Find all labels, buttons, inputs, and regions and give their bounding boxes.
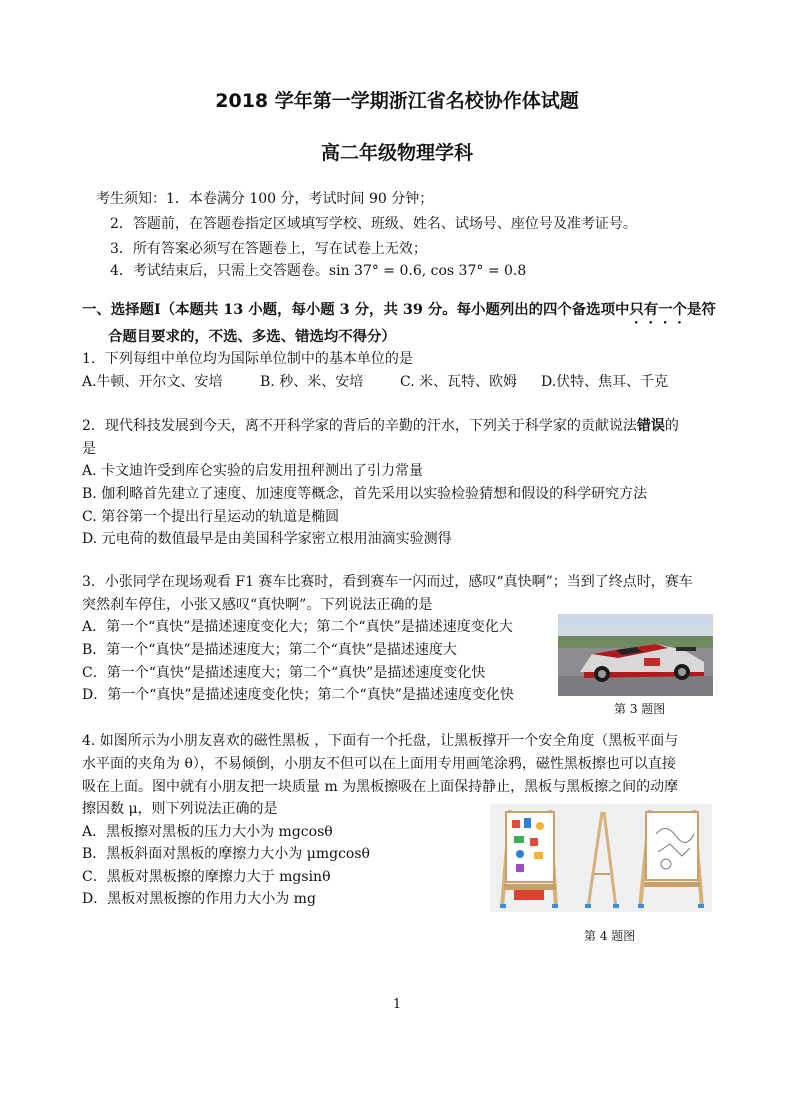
- exam-title: 2018 学年第一学期浙江省名校协作体试题: [215, 90, 579, 112]
- q1-option-a: A.牛顿、开尔文、安培: [82, 374, 223, 390]
- section-heading-a: 一、选择题I（本题共 13 小题，每小题 3 分，共 39 分。每小题列出的四个备选项中: [82, 301, 630, 318]
- q2-stem: [82, 417, 679, 435]
- q1-option-b: B. 秒、米、安培: [260, 374, 364, 390]
- q4-figure-caption: 第 4 题图: [584, 929, 636, 943]
- q4-option-c: C．黑板对黑板擦的摩擦力大于 mgsinθ: [82, 869, 331, 885]
- q4-stem-line1: 4. 如图所示为小朋友喜欢的磁性黑板 ，下面有一个托盘，让黑板撑开一个安全角度（黑板平面与: [82, 733, 679, 749]
- q3-option-d: D．第一个“真快”是描述速度变化快；第二个“真快”是描述速度变化快: [82, 687, 514, 703]
- q3-option-a: A．第一个“真快”是描述速度变化大；第二个“真快”是描述速度变化大: [82, 619, 513, 635]
- notice-line-2: 2．答题前，在答题卷指定区域填写学校、班级、姓名、试场号、座位号及准考证号。: [110, 216, 637, 232]
- section-heading-emphasis: 只有一个: [629, 301, 687, 318]
- q1-stem: 1．下列每组中单位均为国际单位制中的基本单位的是: [82, 351, 413, 367]
- q1-option-c: C. 米、瓦特、欧姆: [400, 374, 518, 390]
- q2-stem-line2: 是: [82, 441, 96, 457]
- q3-option-b: B．第一个“真快”是描述速度大；第二个“真快”是描述速度大: [82, 642, 457, 658]
- q2-stem-bold: 错误: [636, 418, 665, 434]
- section-heading: [82, 301, 716, 327]
- q2-option-c: C. 第谷第一个提出行星运动的轨道是椭圆: [82, 509, 340, 525]
- exam-subtitle: 高二年级物理学科: [320, 142, 473, 164]
- q3-option-c: C．第一个“真快”是描述速度大；第二个“真快”是描述速度变化快: [82, 665, 486, 681]
- q2-option-d: D. 元电荷的数值最早是由美国科学家密立根用油滴实验测得: [82, 531, 452, 547]
- notice-line-1: 考生须知：1．本卷满分 100 分，考试时间 90 分钟；: [96, 191, 434, 207]
- page-number: 1: [392, 997, 402, 1012]
- easel-illustration: [490, 804, 712, 912]
- q4-option-b: B．黑板斜面对黑板的摩擦力大小为 μmgcosθ: [82, 846, 370, 862]
- notice-line-3: 3．所有答案必须写在答题卷上，写在试卷上无效；: [110, 241, 427, 257]
- q4-option-a: A．黑板擦对黑板的压力大小为 mgcosθ: [82, 824, 333, 840]
- q2-option-a: A. 卡文迪许受到库仑实验的启发用扭秤测出了引力常量: [82, 463, 424, 479]
- race-car-illustration: [558, 614, 713, 696]
- q2-stem-a: 2．现代科技发展到今天，离不开科学家的背后的辛勤的汗水，下列关于科学家的贡献说法: [82, 418, 637, 434]
- q2-stem-b: 的: [664, 418, 679, 434]
- notice-line-4: 4．考试结束后，只需上交答题卷。sin 37° = 0.6, cos 37° = 0.8: [110, 263, 527, 279]
- q3-stem-line2: 突然刹车停住，小张又感叹“真快啊”。下列说法正确的是: [82, 597, 433, 613]
- q4-option-d: D．黑板对黑板擦的作用力大小为 mg: [82, 891, 316, 907]
- race-car-image: [558, 614, 713, 696]
- q3-figure-caption: 第 3 题图: [614, 702, 666, 716]
- q1-option-d: D.伏特、焦耳、千克: [541, 374, 669, 390]
- section-heading-b: 是符: [686, 301, 716, 318]
- q2-option-b: B. 伽利略首先建立了速度、加速度等概念，首先采用以实验检验猜想和假设的科学研究方法: [82, 486, 648, 502]
- q4-stem-line3: 吸在上面。图中就有小朋友把一块质量 m 为黑板擦吸在上面保持静止，黑板与黑板擦之间的动摩: [82, 779, 679, 795]
- q3-stem-line1: 3．小张同学在现场观看 F1 赛车比赛时，看到赛车一闪而过，感叹“真快啊”；当到了终点时，赛车: [82, 574, 693, 590]
- q4-stem-line2: 水平面的夹角为 θ），不易倾倒，小朋友不但可以在上面用专用画笔涂鸦，磁性黑板擦也可以直接: [82, 756, 676, 772]
- q4-stem-line4: 擦因数 μ，则下列说法正确的是: [82, 801, 278, 817]
- section-heading-line2: 合题目要求的，不选、多选、错选均不得分）: [108, 328, 396, 345]
- magnetic-board-image: [490, 804, 712, 912]
